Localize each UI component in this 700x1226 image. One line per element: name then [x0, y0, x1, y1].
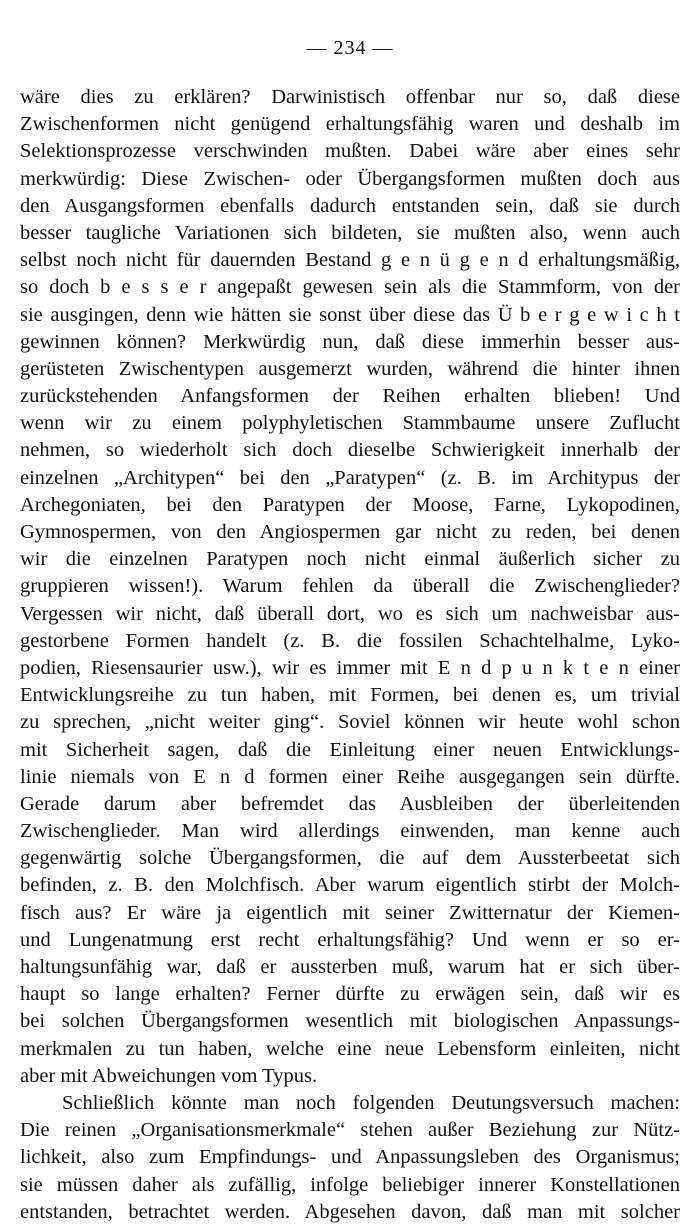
text-line: selbst noch nicht für dauernden Bestand g e n ü g e n d erhaltungsmäßig, [20, 249, 680, 272]
text-line: Selektionsprozesse verschwinden mußten. Dabei wäre aber eines sehr [20, 140, 680, 163]
text-line: haupt so lange erhalten? Ferner dürfte zu erwägen sein, daß wir es [20, 983, 680, 1006]
text-line: wenn wir zu einem polyphyletischen Stammbaume unsere Zuflucht [20, 412, 680, 435]
text-line: linie niemals von E n d formen einer Reihe ausgegangen sein dürfte. [20, 765, 680, 788]
text-line: Gymnospermen, von den Angiospermen gar nicht zu reden, bei denen [20, 521, 680, 543]
text-line: gewinnen können? Merkwürdig nun, daß diese immerhin besser aus- [20, 330, 680, 353]
text-line: gestorbene Formen handelt (z. B. die fossilen Schachtelhalme, Lyko- [20, 629, 680, 652]
book-page [20, 0, 680, 1223]
text-line: aber mit Abweichungen vom Typus. [20, 1064, 318, 1087]
text-line: Archegoniaten, bei den Paratypen der Moose, Farne, Lykopodinen, [20, 493, 680, 516]
text-line: Schließlich könnte man noch folgenden Deutungsversuch machen: [62, 1091, 680, 1114]
text-line: merkwürdig: Diese Zwischen- oder Übergangsformen mußten doch aus [20, 167, 680, 190]
text-line: gegenwärtig solche Übergangsformen, die auf dem Aussterbeetat sich [20, 847, 680, 870]
text-line: podien, Riesensaurier usw.), wir es immer mit E n d p u n k t e n einer [20, 656, 680, 679]
text-line: wir die einzelnen Paratypen noch nicht einmal äußerlich sicher zu [20, 548, 680, 571]
body-text [20, 84, 680, 1226]
text-line: gruppieren wissen!). Warum fehlen da überall die Zwischenglieder? [20, 575, 680, 598]
text-line: Entwicklungsreihe zu tun haben, mit Formen, bei denen es, um trivial [20, 684, 680, 707]
text-line: gerüsteten Zwischentypen ausgemerzt wurden, während die hinter ihnen [20, 357, 680, 380]
text-line: entstanden, betrachtet werden. Abgesehen davon, daß man mit solcher [20, 1200, 680, 1223]
page-number: — 234 — [306, 37, 394, 59]
text-line: Zwischenglieder. Man wird allerdings einwenden, man kenne auch [20, 820, 680, 843]
text-line: befinden, z. B. den Molchfisch. Aber warum eigentlich stirbt der Molch- [20, 874, 680, 897]
text-line: wäre dies zu erklären? Darwinistisch offenbar nur so, daß diese [20, 86, 680, 108]
text-line: Zwischenformen nicht genügend erhaltungsfähig waren und deshalb im [20, 113, 680, 136]
text-line: Gerade darum aber befremdet das Ausbleiben der überleitenden [20, 792, 680, 815]
text-line: und Lungenatmung erst recht erhaltungsfähig? Und wenn er so er- [20, 928, 680, 951]
text-line: lichkeit, also zum Empfindungs- und Anpassungsleben des Organismus; [20, 1146, 680, 1169]
text-line: haltungsunfähig war, daß er aussterben muß, warum hat er sich über- [20, 956, 680, 978]
text-line: Vergessen wir nicht, daß überall dort, wo es sich um nachweisbar aus- [20, 602, 680, 625]
text-line: Die reinen „Organisationsmerkmale“ stehen außer Beziehung zur Nütz- [20, 1119, 680, 1142]
text-line: sie müssen daher als zufällig, infolge beliebiger innerer Konstellationen [20, 1173, 680, 1196]
text-line: besser taugliche Variationen sich bildeten, sie mußten also, wenn auch [20, 221, 680, 244]
text-line: merkmalen zu tun haben, welche eine neue Lebensform einleiten, nicht [20, 1037, 680, 1060]
text-line: bei solchen Übergangsformen wesentlich mit biologischen Anpassungs- [20, 1010, 680, 1033]
text-line: fisch aus? Er wäre ja eigentlich mit seiner Zwitternatur der Kiemen- [20, 901, 680, 924]
text-line: sie ausgingen, denn wie hätten sie sonst über diese das Ü b e r g e w i c h t [20, 303, 680, 326]
text-line: den Ausgangsformen ebenfalls dadurch entstanden sein, daß sie durch [20, 194, 680, 217]
text-line: einzelnen „Architypen“ bei den „Paratypen“ (z. B. im Architypus der [20, 466, 680, 489]
text-line: so doch b e s s e r angepaßt gewesen sein als die Stammform, von der [20, 276, 680, 299]
text-line: zurückstehenden Anfangsformen der Reihen erhalten blieben! Und [20, 385, 680, 408]
text-line: mit Sicherheit sagen, daß die Einleitung einer neuen Entwicklungs- [20, 738, 680, 761]
text-line: zu sprechen, „nicht weiter ging“. Soviel können wir heute wohl schon [20, 711, 680, 734]
text-line: nehmen, so wiederholt sich doch dieselbe Schwierigkeit innerhalb der [20, 439, 680, 462]
